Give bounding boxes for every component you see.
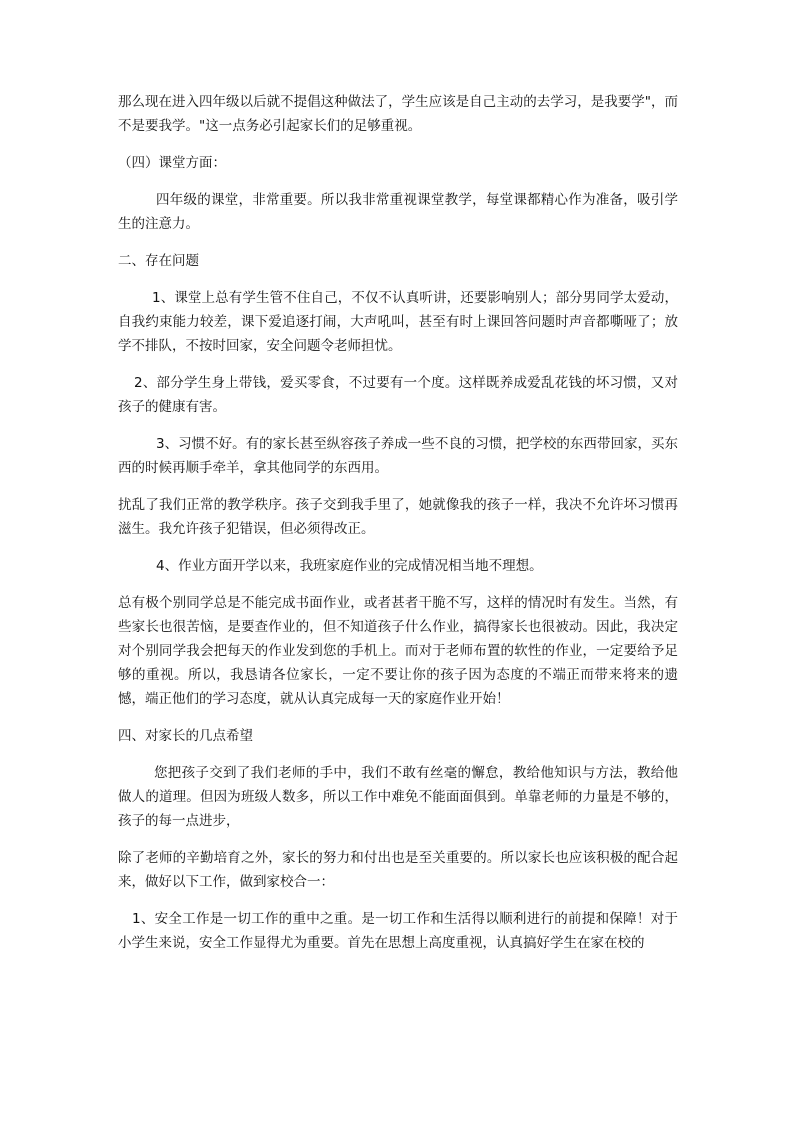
paragraph-problem-3: 3、习惯不好。有的家长甚至纵容孩子养成一些不良的习惯，把学校的东西带回家，买东西的时候再顺手牵羊，拿其他同学的东西用。 [118, 436, 678, 476]
paragraph-classroom: 四年级的课堂，非常重要。所以我非常重视课堂教学，每堂课都精心作为准备，吸引学生的注意力。 [118, 192, 678, 232]
document-page [118, 90, 678, 968]
paragraph-problem-2: 2、部分学生身上带钱，爱买零食，不过要有一个度。这样既养成爱乱花钱的坏习惯，又对孩子的健康有害。 [118, 375, 678, 415]
paragraph-problem-1: 1、课堂上总有学生管不住自己，不仅不认真听讲，还要影响别人；部分男同学太爱动，自我约束能力较差，课下爱追逐打闹，大声吼叫，甚至有时上课回答问题时声音都嘶哑了；放学不排队，不按时回家，安全问题令老师担忧。 [118, 290, 678, 354]
paragraph-safety: 1、安全工作是一切工作的重中之重。是一切工作和生活得以顺利进行的前提和保障！对于小学生来说，安全工作显得尤为重要。首先在思想上高度重视，认真搞好学生在家在校的 [118, 911, 678, 951]
paragraph-problem-4: 4、作业方面开学以来，我班家庭作业的完成情况相当地不理想。 [156, 558, 543, 574]
paragraph-problem-3-continued: 扰乱了我们正常的教学秩序。孩子交到我手里了，她就像我的孩子一样，我决不允许坏习惯再滋生。我允许孩子犯错误，但必须得改正。 [118, 497, 678, 537]
section-heading-classroom: （四）课堂方面： [118, 155, 226, 171]
section-heading-parent-hopes: 四、对家长的几点希望 [118, 728, 253, 744]
paragraph-homework-initiative: 那么现在进入四年级以后就不提倡这种做法了，学生应该是自己主动的去学习，是我要学"，而不是要我学。"这一点务必引起家长们的足够重视。 [118, 94, 678, 134]
section-heading-problems: 二、存在问题 [118, 253, 199, 269]
paragraph-homework-details: 总有极个别同学总是不能完成书面作业，或者甚者干脆不写，这样的情况时有发生。当然，有些家长也很苦恼，是要查作业的，但不知道孩子什么作业，搞得家长也很被动。因此，我决定对个别同学我会把每天的作业发到您的手机上。而对于老师布置的软性的作业，一定要给予足够的重视。所以，我恳请各位家长，一定不要让你的孩子因为态度的不端正而带来将来的遗憾，端正他们的学习态度，就从认真完成每一天的家庭作业开始！ [118, 595, 678, 707]
paragraph-parent-hopes: 您把孩子交到了我们老师的手中，我们不敢有丝毫的懈怠，教给他知识与方法，教给他做人的道理。但因为班级人数多，所以工作中难免不能面面俱到。单靠老师的力量是不够的，孩子的每一点进步， [118, 765, 678, 829]
paragraph-parent-cooperation: 除了老师的辛勤培育之外，家长的努力和付出也是至关重要的。所以家长也应该积极的配合起来，做好以下工作，做到家校合一： [118, 850, 678, 890]
